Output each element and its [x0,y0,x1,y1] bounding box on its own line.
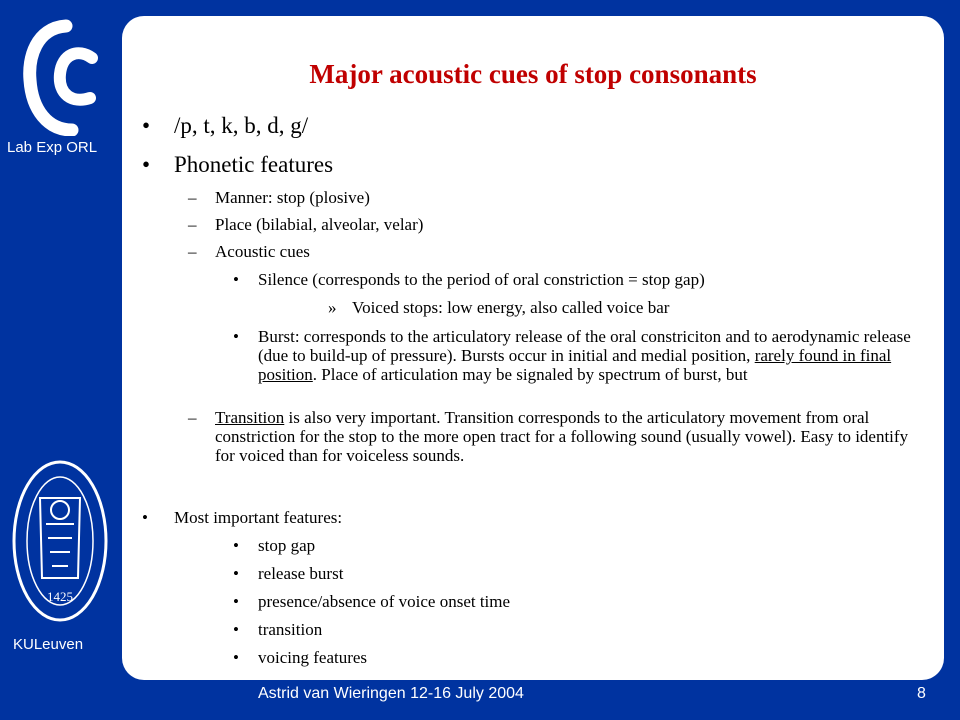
bullet-icon: • [233,620,239,639]
feature-item: voicing features [258,648,368,667]
cue-burst-underlined: rarely found in final position [258,346,892,384]
feature-item: release burst [258,564,344,583]
bullet-icon: • [233,270,239,289]
slide-panel [122,16,944,680]
cue-silence-detail: Voiced stops: low energy, also called voice bar [352,298,670,317]
seal-year: 1425 [47,589,73,604]
sub-place: Place (bilabial, alveolar, velar) [215,215,424,234]
raquo-icon: » [328,298,337,317]
slide-title: Major acoustic cues of stop consonants [309,59,757,89]
cue-silence: Silence (corresponds to the period of oral constriction = stop gap) [258,270,705,289]
cue-burst [258,327,928,384]
page-number: 8 [917,685,926,702]
bullet-icon: • [142,508,148,527]
transition-word: Transition [215,408,285,427]
dash-icon: – [188,408,197,427]
sub-transition [215,408,927,465]
feature-item: presence/absence of voice onset time [258,592,511,611]
bullet-phonetic-features: Phonetic features [174,152,334,177]
bullet-icon: • [233,648,239,667]
bullet-phonemes: /p, t, k, b, d, g/ [174,113,309,138]
bullet-important-features: Most important features: [174,508,343,527]
lab-logo-icon [22,18,100,136]
bullet-icon: • [142,113,151,138]
bullet-icon: • [233,592,239,611]
university-seal-icon [10,458,110,624]
bullet-icon: • [233,327,239,346]
bullet-icon: • [233,536,239,555]
dash-icon: – [188,242,197,261]
dash-icon: – [188,188,197,207]
transition-text: is also very important. Transition corresponds to the articulatory movement from oral constriction for the stop to the more open tract for a following sound (usually vowel). Easy to identify for voiced than for voiceless sounds. [215,408,909,465]
sub-acoustic-cues: Acoustic cues [215,242,310,261]
feature-item: transition [258,620,323,639]
dash-icon: – [188,215,197,234]
cue-burst-text-end: . Place of articulation may be signaled by spectrum of burst, but [312,365,748,384]
bullet-icon: • [142,152,151,177]
feature-item: stop gap [258,536,316,555]
bullet-icon: • [233,564,239,583]
footer-author: Astrid van Wieringen 12-16 July 2004 [258,685,524,702]
cue-burst-text: Burst: corresponds to the articulatory release of the oral constriciton and to aerodynamic release (due to build-up of pressure). Bursts occur in initial and medial position, [258,327,911,365]
university-label: KULeuven [13,636,84,653]
sub-manner: Manner: stop (plosive) [215,188,370,207]
lab-label: Lab Exp ORL [7,139,98,156]
